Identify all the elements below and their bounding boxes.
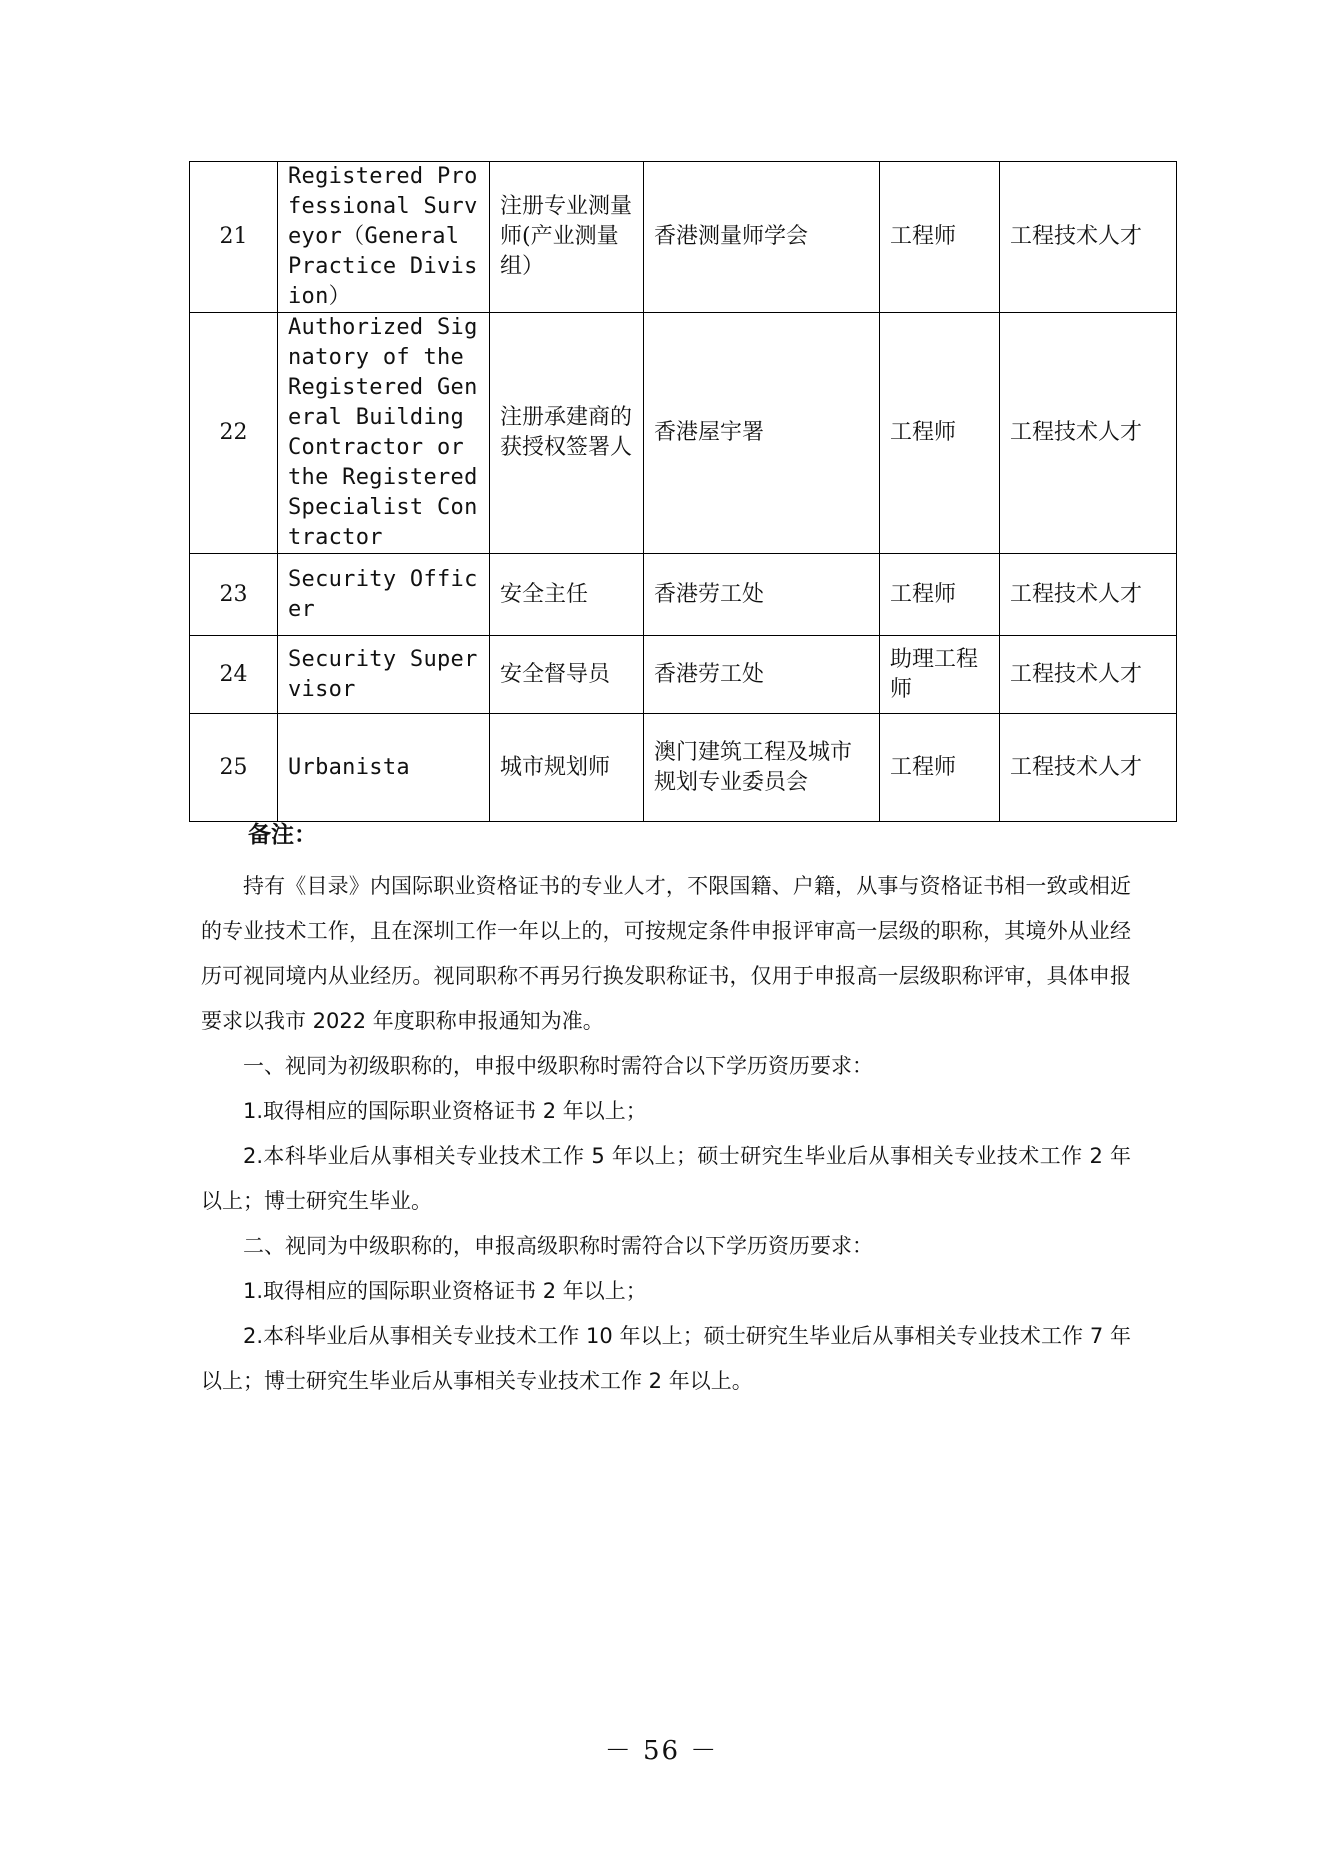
row-number: 24 bbox=[190, 636, 278, 714]
row-number: 21 bbox=[190, 162, 278, 313]
issuing-body: 澳门建筑工程及城市规划专业委员会 bbox=[644, 714, 880, 822]
talent-category: 工程技术人才 bbox=[1000, 714, 1177, 822]
row-number: 23 bbox=[190, 554, 278, 636]
talent-category: 工程技术人才 bbox=[1000, 313, 1177, 554]
notes-title: 备注： bbox=[248, 822, 317, 848]
notes-paragraph: 持有《目录》内国际职业资格证书的专业人才，不限国籍、户籍，从事与资格证书相一致或相近的专业技术工作，且在深圳工作一年以上的，可按规定条件申报评审高一层级的职称，其境外从业经历可视同境内从业经历。视同职称不再另行换发职称证书，仅用于申报高一层级职称评审，具体申报要求以我市 2022 年度职称申报通知为准。 bbox=[201, 874, 1131, 1033]
english-name: Urbanista bbox=[278, 714, 490, 822]
table-row bbox=[190, 162, 1177, 313]
talent-category: 工程技术人才 bbox=[1000, 554, 1177, 636]
english-name: Authorized Signatory of the Registered General Building Contractor or the Registered Specialist Contractor bbox=[278, 313, 490, 554]
issuing-body: 香港测量师学会 bbox=[644, 162, 880, 313]
english-name: Security Officer bbox=[278, 554, 490, 636]
table-row bbox=[190, 313, 1177, 554]
notes-paragraph: 二、视同为中级职称的，申报高级职称时需符合以下学历资历要求： bbox=[243, 1234, 873, 1258]
table-row bbox=[190, 554, 1177, 636]
notes-section bbox=[201, 820, 1131, 1404]
chinese-name: 注册专业测量师(产业测量组） bbox=[490, 162, 644, 313]
notes-paragraph: 2.本科毕业后从事相关专业技术工作 10 年以上；硕士研究生毕业后从事相关专业技术工作 7 年以上；博士研究生毕业后从事相关专业技术工作 2 年以上。 bbox=[201, 1324, 1131, 1393]
page-number: － 56 － bbox=[604, 1736, 719, 1766]
notes-paragraph: 1.取得相应的国际职业资格证书 2 年以上； bbox=[243, 1099, 647, 1123]
english-name: Registered Professional Surveyor（General Practice Division） bbox=[278, 162, 490, 313]
notes-paragraph: 1.取得相应的国际职业资格证书 2 年以上； bbox=[243, 1279, 647, 1303]
notes-paragraph: 一、视同为初级职称的，申报中级职称时需符合以下学历资历要求： bbox=[243, 1054, 873, 1078]
chinese-name: 安全督导员 bbox=[490, 636, 644, 714]
row-number: 22 bbox=[190, 313, 278, 554]
certificate-table bbox=[189, 161, 1177, 822]
notes-paragraph: 2.本科毕业后从事相关专业技术工作 5 年以上；硕士研究生毕业后从事相关专业技术工作 2 年以上；博士研究生毕业。 bbox=[201, 1144, 1131, 1213]
chinese-name: 注册承建商的获授权签署人 bbox=[490, 313, 644, 554]
english-name: Security Supervisor bbox=[278, 636, 490, 714]
issuing-body: 香港屋宇署 bbox=[644, 313, 880, 554]
talent-category: 工程技术人才 bbox=[1000, 162, 1177, 313]
table-row bbox=[190, 714, 1177, 822]
talent-category: 工程技术人才 bbox=[1000, 636, 1177, 714]
chinese-name: 安全主任 bbox=[490, 554, 644, 636]
chinese-name: 城市规划师 bbox=[490, 714, 644, 822]
title-level: 助理工程师 bbox=[880, 636, 1000, 714]
issuing-body: 香港劳工处 bbox=[644, 636, 880, 714]
issuing-body: 香港劳工处 bbox=[644, 554, 880, 636]
table-row bbox=[190, 636, 1177, 714]
row-number: 25 bbox=[190, 714, 278, 822]
title-level: 工程师 bbox=[880, 554, 1000, 636]
title-level: 工程师 bbox=[880, 162, 1000, 313]
title-level: 工程师 bbox=[880, 714, 1000, 822]
title-level: 工程师 bbox=[880, 313, 1000, 554]
